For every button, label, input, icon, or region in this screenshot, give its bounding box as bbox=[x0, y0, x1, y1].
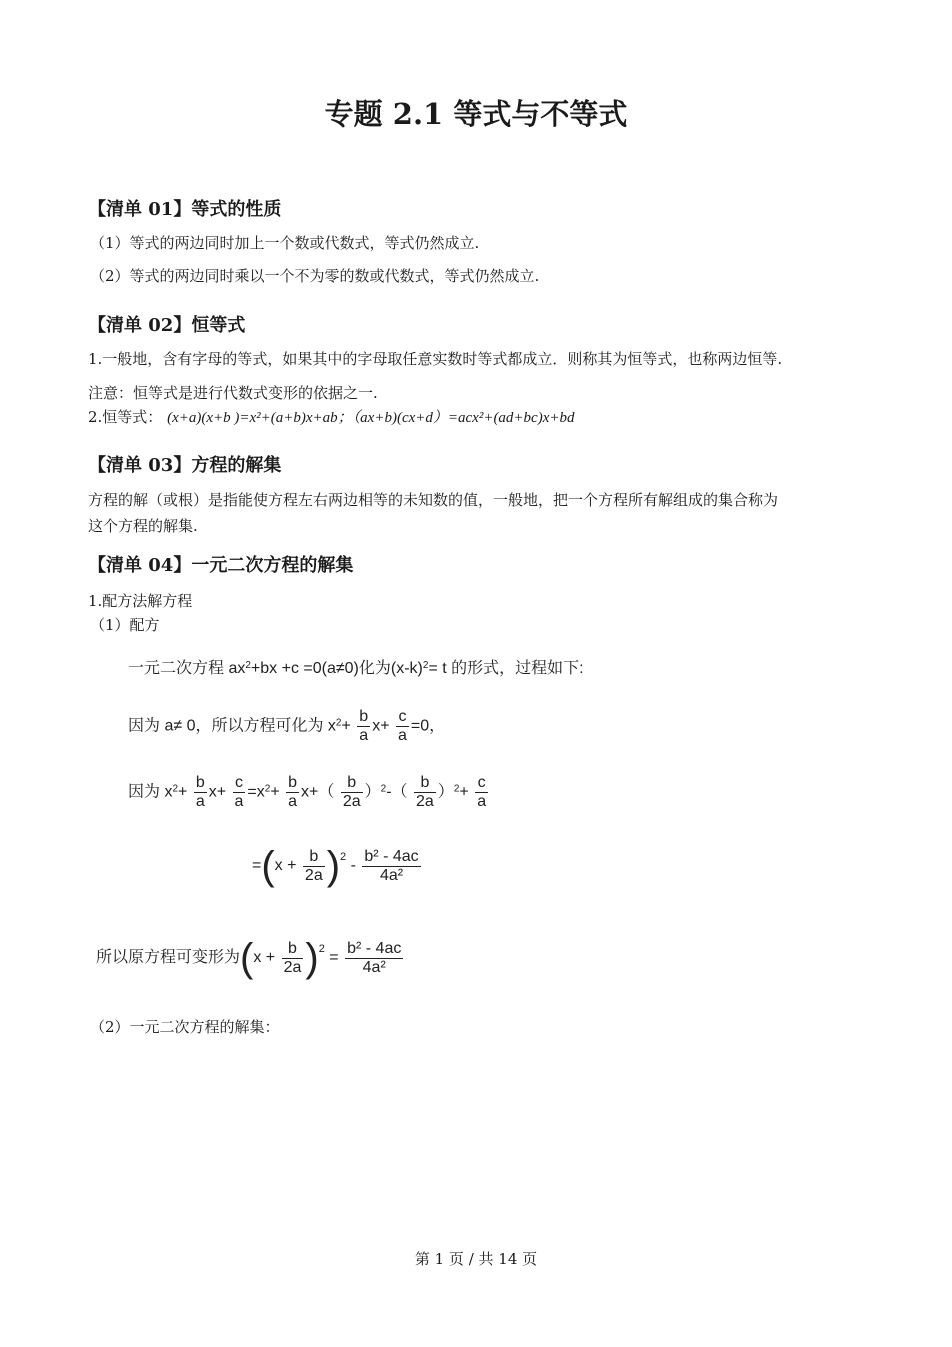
subheading: （1）配方 bbox=[90, 616, 160, 634]
fraction: $\frac{\text{b² - 4ac}}{\text{4a²}}$ bbox=[364, 847, 419, 884]
identity-label: 2.恒等式： bbox=[88, 408, 163, 426]
paragraph-line: 方程的解（或根）是指能使方程左右两边相等的未知数的值，一般地，把一个方程所有解组成的集合称为 bbox=[88, 491, 779, 509]
derivation-line-3: 因为 $x^2+$ $\frac{b}{a}$ x+ $\frac{c}{a}$ $=x^2+$ $\frac{b}{a}$ x+（ $\frac{b}{2a}$ ）$^2$-（ $\frac{b}{2a}$ ）$^2$+ $\frac{c}{a}$ bbox=[128, 774, 487, 810]
fraction: $\frac{b}{a}$ bbox=[359, 708, 369, 744]
derivation-line-5: 所以原方程可变形为(x + $\frac{b}{2a}$ )$^2$ = $\frac{\text{b² - 4ac}}{\text{4a²}}$ bbox=[96, 936, 402, 980]
derivation-line-2: 因为 a≠ 0，所以方程可化为 $x^2+$ $\frac{b}{a}$ x+ $\frac{c}{a}$ =0， bbox=[128, 708, 446, 744]
derivation-line-1: 一元二次方程 $ax^2+bx +c =0(a\ne 0)$化为$(x-k)^2= t$ 的形式，过程如下: bbox=[128, 660, 584, 677]
fraction: $\frac{b}{a}$ bbox=[288, 774, 298, 810]
fraction: $\frac{c}{a}$ bbox=[234, 774, 244, 810]
fraction: $\frac{b}{2a}$ bbox=[416, 774, 434, 810]
paragraph-line: 这个方程的解集. bbox=[88, 517, 198, 535]
fraction: $\frac{c}{a}$ bbox=[397, 708, 407, 744]
fraction: $\frac{c}{a}$ bbox=[477, 774, 487, 810]
section-heading-4: 【清单 04】一元二次方程的解集 bbox=[88, 555, 354, 576]
section-heading-2: 【清单 02】恒等式 bbox=[88, 315, 246, 336]
page-footer: 第 1 页 / 共 14 页 bbox=[414, 1250, 538, 1268]
list-item: （1）等式的两边同时加上一个数或代数式，等式仍然成立. bbox=[90, 234, 480, 252]
identity-formula: (x+a)(x+b )=x²+(a+b)x+ab；（ax+b)(cx+d）=acx²+(ad+bc)x+bd bbox=[167, 410, 575, 426]
fraction: $\frac{b}{2a}$ bbox=[283, 939, 302, 976]
list-item: （2）等式的两边同时乘以一个不为零的数或代数式，等式仍然成立. bbox=[90, 267, 540, 285]
subheading: 1.配方法解方程 bbox=[88, 592, 193, 610]
fraction: $\frac{b}{2a}$ bbox=[342, 774, 361, 810]
subheading: （2）一元二次方程的解集： bbox=[90, 1018, 280, 1036]
paragraph: 1.一般地，含有字母的等式，如果其中的字母取任意实数时等式都成立．则称其为恒等式，也称两边恒等. bbox=[88, 350, 783, 368]
fraction: $\frac{b}{2a}$ bbox=[304, 847, 323, 884]
fraction: $\frac{\text{b² - 4ac}}{\text{4a²}}$ bbox=[347, 939, 402, 976]
derivation-line-4: =(x + $\frac{b}{2a}$ )$^2$ - $\frac{\text{b² - 4ac}}{\text{4a²}}$ bbox=[252, 844, 419, 888]
note: 注意：恒等式是进行代数式变形的依据之一. bbox=[88, 384, 378, 402]
section-heading-1: 【清单 01】等式的性质 bbox=[88, 199, 282, 220]
fraction: $\frac{b}{a}$ bbox=[195, 774, 205, 810]
section-heading-3: 【清单 03】方程的解集 bbox=[88, 455, 282, 476]
identity-line bbox=[88, 406, 575, 427]
page-title: 专题 2.1 等式与不等式 bbox=[324, 97, 628, 131]
